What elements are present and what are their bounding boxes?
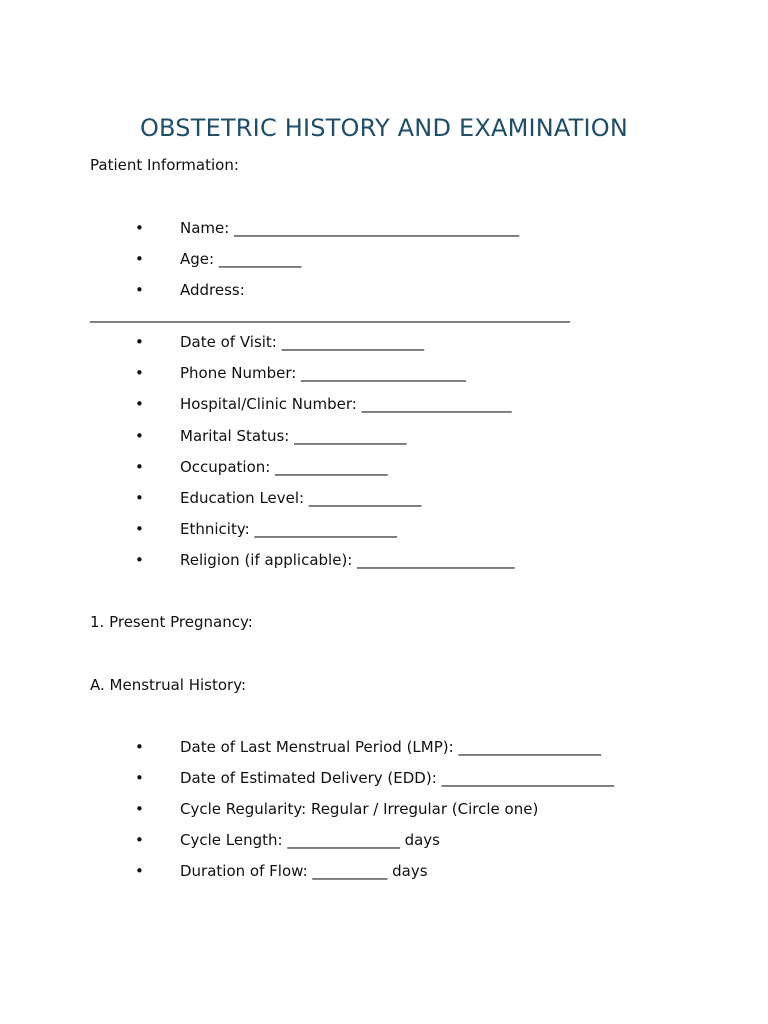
- ethnicity-field: Ethnicity: ___________________: [180, 520, 397, 538]
- bullet-icon: •: [135, 738, 144, 756]
- list-item: [0, 280, 245, 300]
- bullet-icon: •: [135, 862, 144, 880]
- list-item: [0, 737, 601, 757]
- cycle-length-field: Cycle Length: _______________ days: [180, 831, 440, 849]
- address-field: Address:: [180, 281, 245, 299]
- bullet-icon: •: [135, 458, 144, 476]
- lmp-field: Date of Last Menstrual Period (LMP): ___________________: [180, 738, 601, 756]
- age-field: Age: ___________: [180, 250, 302, 268]
- religion-field: Religion (if applicable): _____________________: [180, 551, 515, 569]
- list-item: [0, 768, 615, 788]
- bullet-icon: •: [135, 800, 144, 818]
- patient-info-heading: Patient Information:: [90, 156, 239, 174]
- bullet-icon: •: [135, 333, 144, 351]
- bullet-icon: •: [135, 831, 144, 849]
- list-item: [0, 394, 512, 414]
- bullet-icon: •: [135, 219, 144, 237]
- edd-field: Date of Estimated Delivery (EDD): _______________________: [180, 769, 615, 787]
- name-field: Name: ______________________________________: [180, 219, 520, 237]
- list-item: [0, 861, 428, 881]
- bullet-icon: •: [135, 281, 144, 299]
- list-item: [0, 363, 467, 383]
- occupation-field: Occupation: _______________: [180, 458, 388, 476]
- education-level-field: Education Level: _______________: [180, 489, 422, 507]
- list-item: [0, 830, 440, 850]
- list-item: [0, 519, 397, 539]
- marital-status-field: Marital Status: _______________: [180, 427, 407, 445]
- bullet-icon: •: [135, 769, 144, 787]
- bullet-icon: •: [135, 250, 144, 268]
- bullet-icon: •: [135, 551, 144, 569]
- list-item: [0, 249, 302, 269]
- date-of-visit-field: Date of Visit: ___________________: [180, 333, 425, 351]
- list-item: [0, 488, 422, 508]
- list-item: [0, 426, 407, 446]
- list-item: [0, 550, 515, 570]
- section-menstrual-history-heading: A. Menstrual History:: [90, 676, 247, 694]
- cycle-regularity-field: Cycle Regularity: Regular / Irregular (Circle one): [180, 800, 539, 818]
- bullet-icon: •: [135, 427, 144, 445]
- bullet-icon: •: [135, 520, 144, 538]
- list-item: [0, 799, 539, 819]
- phone-number-field: Phone Number: ______________________: [180, 364, 467, 382]
- address-line: ________________________________________________________________: [90, 305, 570, 323]
- list-item: [0, 457, 388, 477]
- hospital-number-field: Hospital/Clinic Number: ____________________: [180, 395, 512, 413]
- bullet-icon: •: [135, 489, 144, 507]
- bullet-icon: •: [135, 395, 144, 413]
- list-item: [0, 218, 520, 238]
- document-title: OBSTETRIC HISTORY AND EXAMINATION: [139, 114, 629, 142]
- duration-of-flow-field: Duration of Flow: __________ days: [180, 862, 428, 880]
- bullet-icon: •: [135, 364, 144, 382]
- section-present-pregnancy-heading: 1. Present Pregnancy:: [90, 613, 253, 631]
- list-item: [0, 332, 425, 352]
